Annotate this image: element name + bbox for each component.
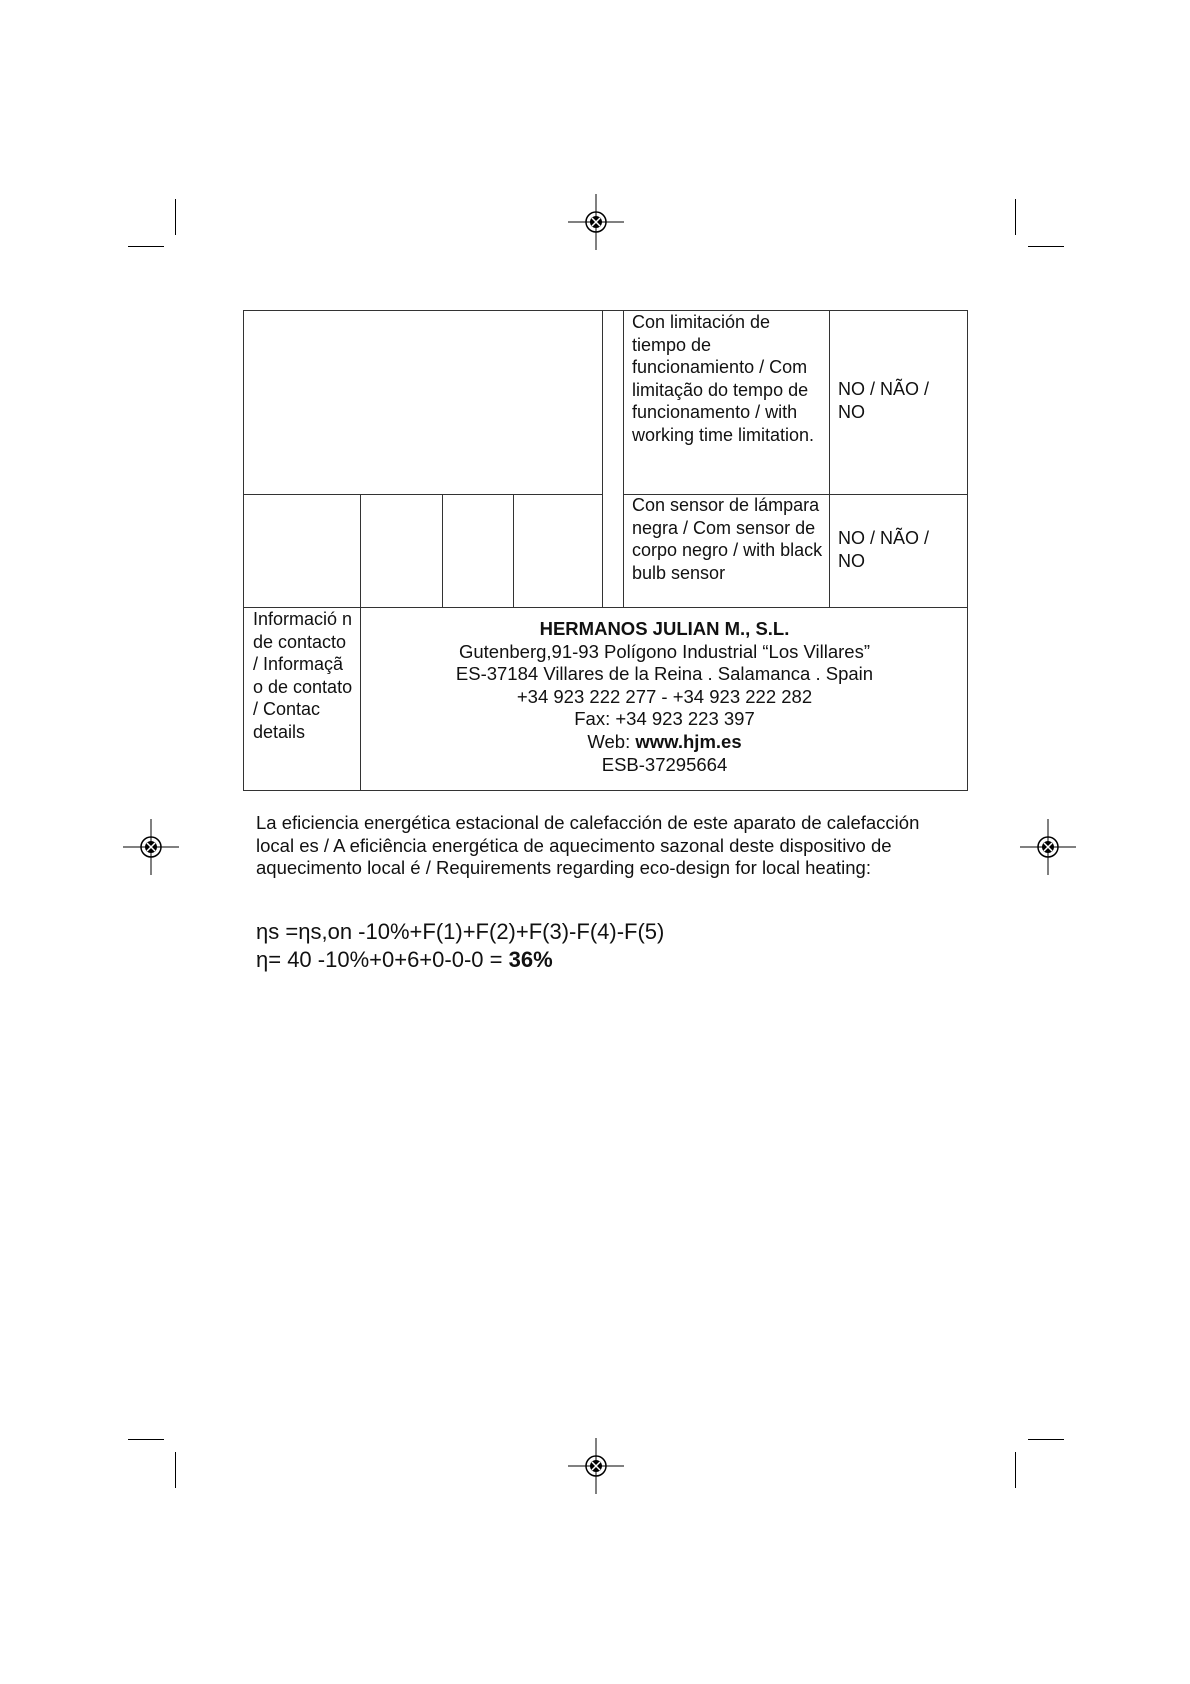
crop-mark-top-right-vertical xyxy=(1015,199,1016,235)
registration-mark-bottom-icon xyxy=(568,1438,624,1494)
efficiency-formula xyxy=(256,918,664,946)
registration-mark-top-icon xyxy=(568,194,624,250)
black-bulb-sensor-label: Con sensor de lámpara negra / Com sensor de corpo negro / with black bulb sensor xyxy=(632,495,823,583)
formula-eta-s: ηs xyxy=(256,919,280,944)
calculation-expression: η= 40 -10%+0+6+0-0-0 = xyxy=(256,947,509,972)
crop-mark-top-left-vertical xyxy=(175,199,176,235)
table-divider xyxy=(829,311,830,607)
crop-mark-top-left-horizontal xyxy=(128,246,164,247)
contact-details-label: Informació n de contacto / Informaçã o de contato / Contac details xyxy=(253,609,353,742)
company-tax-id: ESB-37295664 xyxy=(601,753,728,775)
company-address: Gutenberg,91-93 Polígono Industrial “Los Villares” xyxy=(458,640,870,662)
company-fax: Fax: +34 923 223 397 xyxy=(574,708,755,730)
working-time-limitation-label: Con limitación de tiempo de funcionamiento / Com limitação do tempo de funcionamento / with working time limitation. xyxy=(632,312,815,445)
formula-terms: -10%+F(1)+F(2)+F(3)-F(4)-F(5) xyxy=(352,919,665,944)
web-link[interactable]: www.hjm.es xyxy=(635,730,742,752)
contact-details-block xyxy=(361,618,968,776)
calculation-result: 36% xyxy=(508,947,553,972)
crop-mark-bottom-right-vertical xyxy=(1015,1452,1016,1488)
table-divider xyxy=(602,311,603,607)
crop-mark-bottom-right-horizontal xyxy=(1028,1439,1064,1440)
company-city: ES-37184 Villares de la Reina . Salamanca . Spain xyxy=(455,663,874,685)
working-time-limitation-value: NO / NÃO / NO xyxy=(838,379,930,422)
table-divider xyxy=(623,311,624,607)
table-divider xyxy=(442,494,443,607)
crop-mark-bottom-left-horizontal xyxy=(128,1439,164,1440)
registration-mark-left-icon xyxy=(123,819,179,875)
seasonal-efficiency-paragraph: La eficiencia energética estacional de calefacción de este aparato de calefacción local es / A eficiência energética de aquecimento sazonal deste dispositivo de aquecimento local é / Requirements regarding eco-design for local heating: xyxy=(256,812,920,879)
web-prefix: Web: xyxy=(587,730,636,752)
registration-mark-right-icon xyxy=(1020,819,1076,875)
table-divider xyxy=(513,494,514,607)
formula-equals: = xyxy=(285,919,299,944)
crop-mark-bottom-left-vertical xyxy=(175,1452,176,1488)
crop-mark-top-right-horizontal xyxy=(1028,246,1064,247)
black-bulb-sensor-value: NO / NÃO / NO xyxy=(838,528,930,571)
company-web xyxy=(361,731,968,754)
company-name: HERMANOS JULIAN M., S.L. xyxy=(539,618,790,639)
table-divider xyxy=(244,494,602,495)
formula-eta-s-on: ηs,on xyxy=(298,919,353,944)
company-phones: +34 923 222 277 - +34 923 222 282 xyxy=(516,685,813,707)
specification-table xyxy=(243,310,968,791)
efficiency-calculation xyxy=(256,946,553,974)
